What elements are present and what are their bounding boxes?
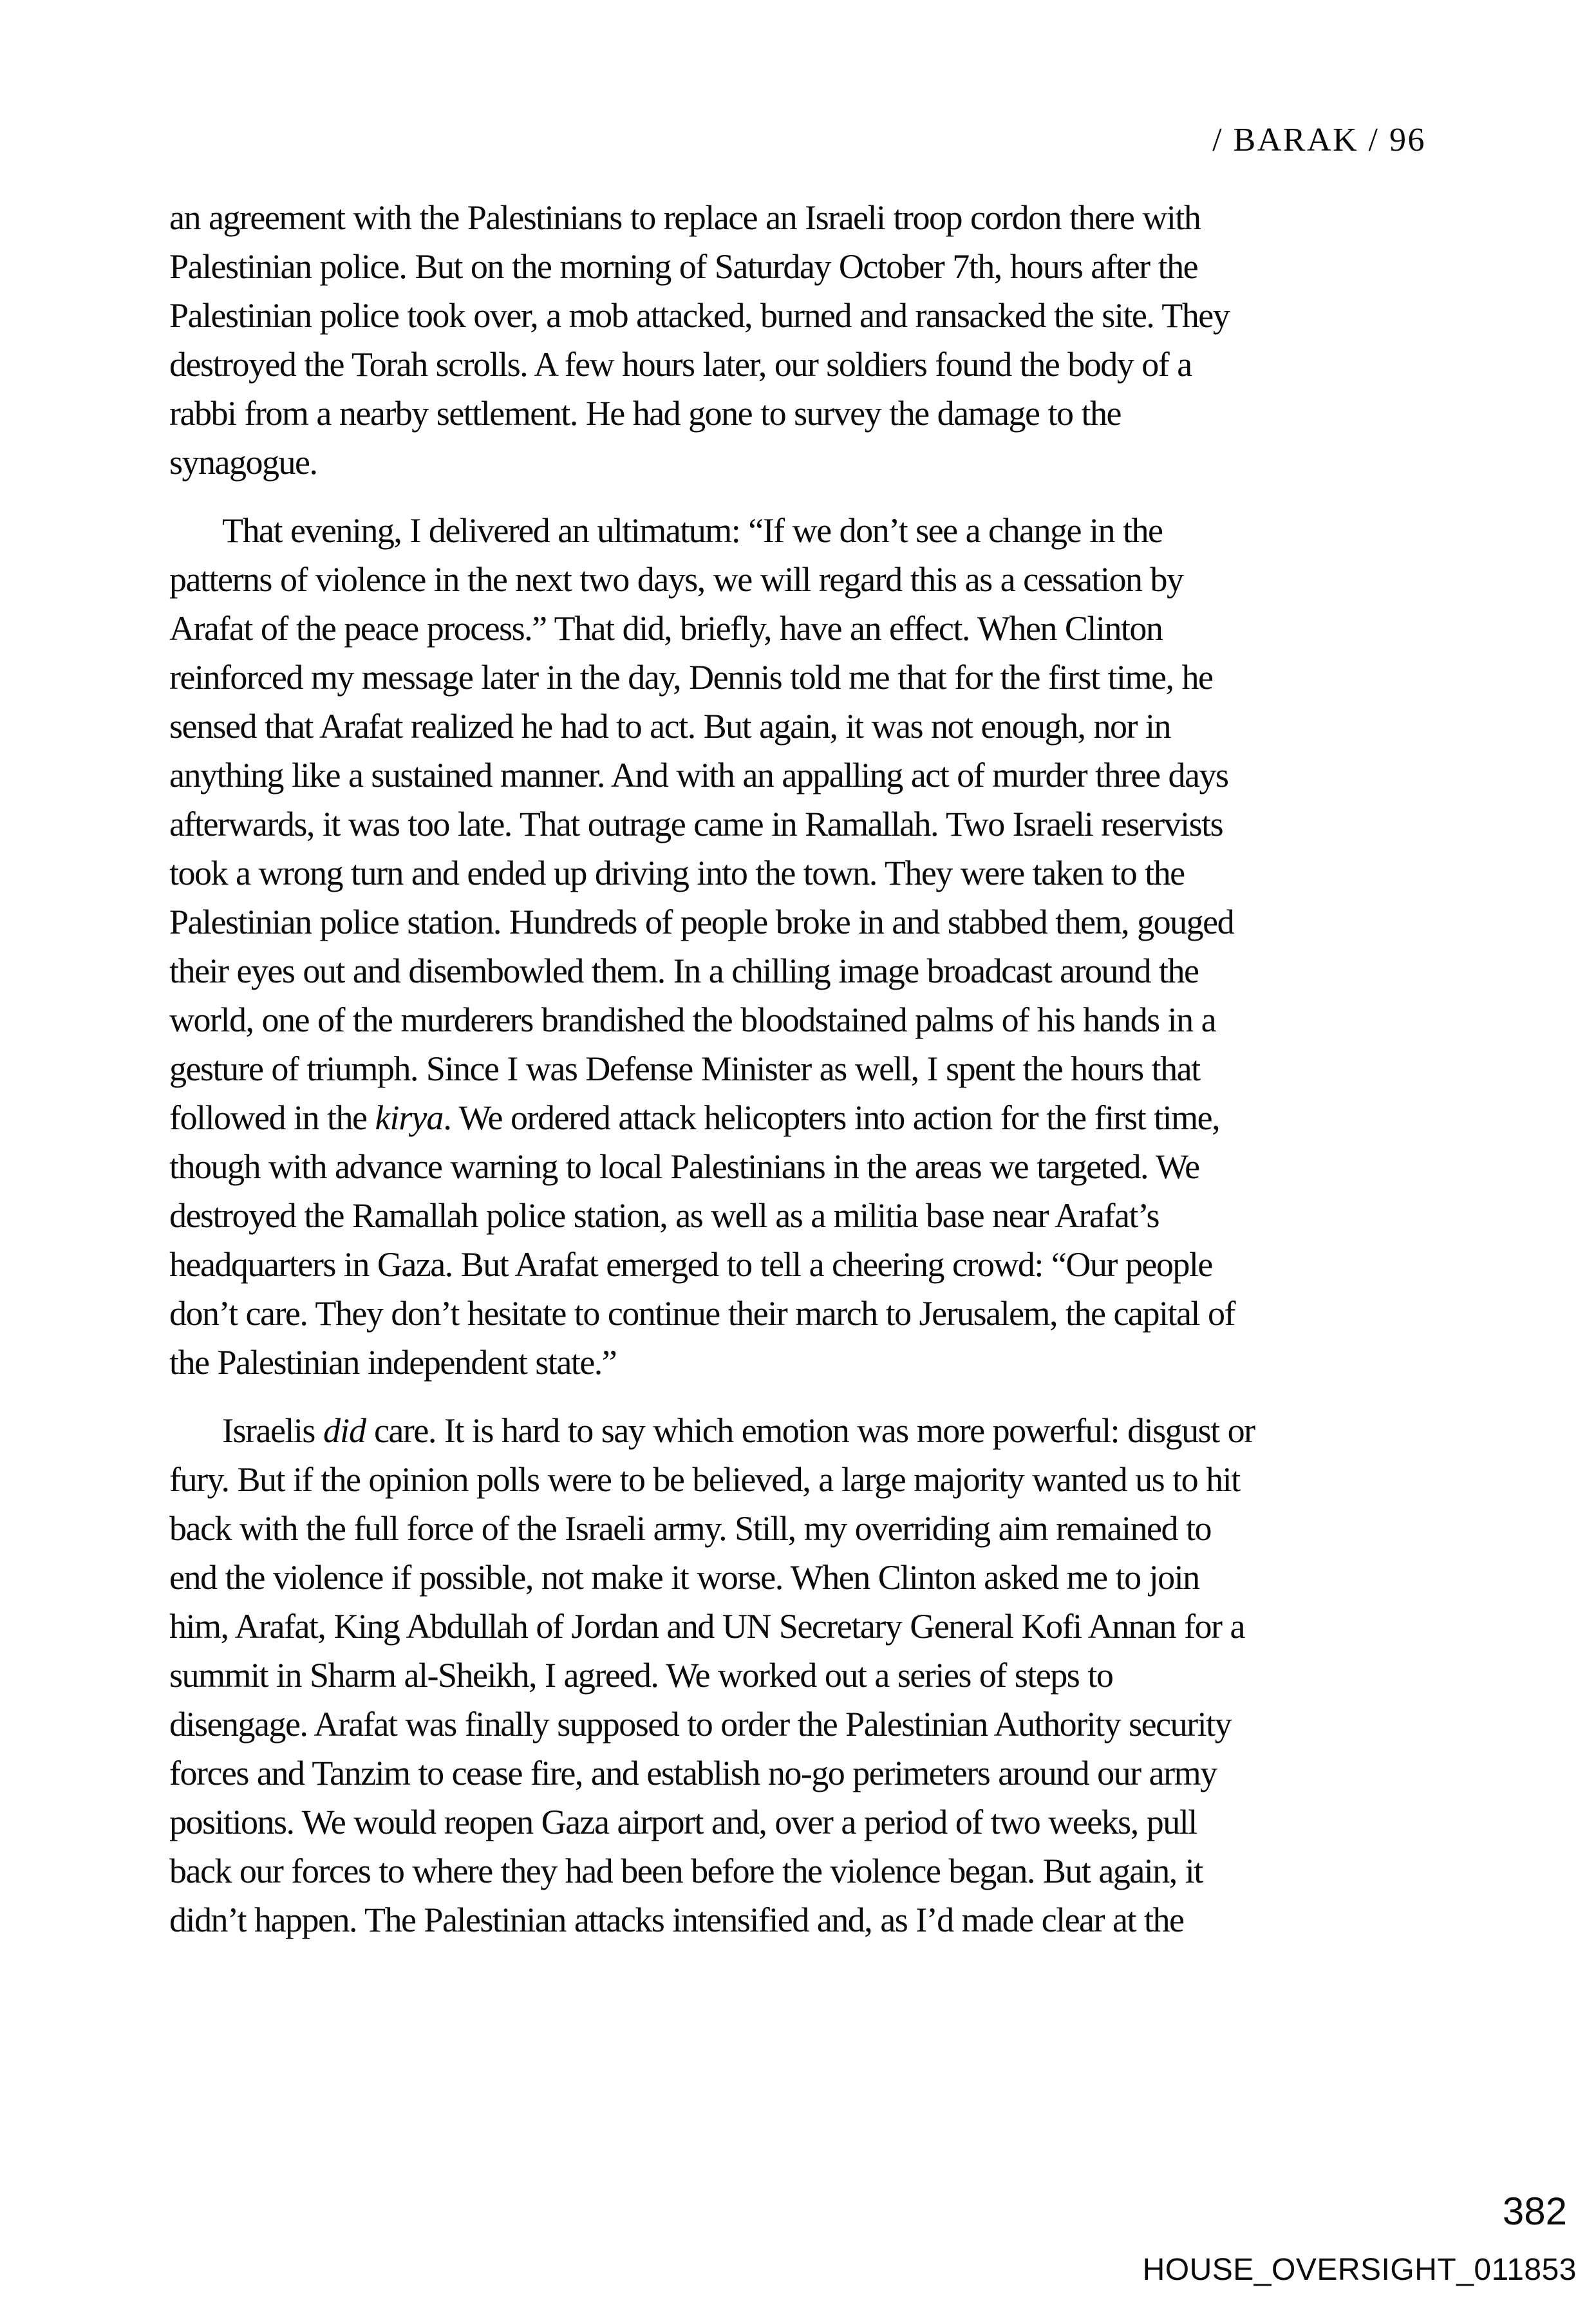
text-line: summit in Sharm al-Sheikh, I agreed. We worked out a series of steps to — [169, 1656, 1113, 1695]
italic-text: kirya — [375, 1098, 444, 1137]
running-header: / BARAK / 96 — [1212, 122, 1426, 158]
text-line: followed in the kirya. We ordered attack helicopters into action for the first time, — [169, 1098, 1220, 1137]
text-line: end the violence if possible, not make it worse. When Clinton asked me to join — [169, 1558, 1199, 1597]
text-line: an agreement with the Palestinians to replace an Israeli troop cordon there with — [169, 198, 1201, 237]
text-line: destroyed the Torah scrolls. A few hours later, our soldiers found the body of a — [169, 345, 1192, 384]
text-line: don’t care. They don’t hesitate to continue their march to Jerusalem, the capital of — [169, 1294, 1235, 1333]
text-line: Palestinian police took over, a mob attacked, burned and ransacked the site. They — [169, 296, 1230, 335]
text-line: reinforced my message later in the day, Dennis told me that for the first time, he — [169, 658, 1213, 697]
text-line: world, one of the murderers brandished the bloodstained palms of his hands in a — [169, 1001, 1216, 1039]
paragraph — [169, 1406, 1454, 1944]
text-line: back our forces to where they had been before the violence began. But again, it — [169, 1852, 1203, 1890]
text-line: rabbi from a nearby settlement. He had gone to survey the damage to the — [169, 394, 1121, 433]
text-line: destroyed the Ramallah police station, as well as a militia base near Arafat’s — [169, 1196, 1159, 1235]
text-line: headquarters in Gaza. But Arafat emerged to tell a cheering crowd: “Our people — [169, 1245, 1212, 1284]
text-line: fury. But if the opinion polls were to be believed, a large majority wanted us to hit — [169, 1460, 1240, 1499]
text-line: Israelis did care. It is hard to say which emotion was more powerful: disgust or — [222, 1411, 1255, 1450]
text-line: him, Arafat, King Abdullah of Jordan and UN Secretary General Kofi Annan for a — [169, 1607, 1244, 1646]
text-line: sensed that Arafat realized he had to act. But again, it was not enough, nor in — [169, 707, 1170, 746]
text-line: positions. We would reopen Gaza airport and, over a period of two weeks, pull — [169, 1803, 1197, 1841]
text-line: afterwards, it was too late. That outrage came in Ramallah. Two Israeli reservists — [169, 805, 1223, 843]
text-line: Palestinian police station. Hundreds of people broke in and stabbed them, gouged — [169, 903, 1234, 941]
text-line: synagogue. — [169, 443, 317, 482]
italic-text: did — [323, 1411, 366, 1450]
text-line: That evening, I delivered an ultimatum: “If we don’t see a change in the — [222, 511, 1163, 550]
body-text — [169, 193, 1454, 1944]
text-line: didn’t happen. The Palestinian attacks intensified and, as I’d made clear at the — [169, 1901, 1184, 1939]
paragraph — [169, 506, 1454, 1387]
text-line: gesture of triumph. Since I was Defense Minister as well, I spent the hours that — [169, 1049, 1200, 1088]
paragraph — [169, 193, 1454, 487]
text-line: though with advance warning to local Palestinians in the areas we targeted. We — [169, 1147, 1199, 1186]
bates-stamp: HOUSE_OVERSIGHT_011853 — [1142, 2253, 1577, 2287]
text-line: took a wrong turn and ended up driving into the town. They were taken to the — [169, 854, 1185, 892]
text-line: the Palestinian independent state.” — [169, 1343, 617, 1382]
text-line: Arafat of the peace process.” That did, briefly, have an effect. When Clinton — [169, 609, 1163, 648]
text-line: their eyes out and disembowled them. In a chilling image broadcast around the — [169, 952, 1199, 990]
page-number: 382 — [1502, 2190, 1567, 2233]
text-line: forces and Tanzim to cease fire, and establish no-go perimeters around our army — [169, 1754, 1217, 1792]
text-line: patterns of violence in the next two days, we will regard this as a cessation by — [169, 560, 1183, 599]
text-line: back with the full force of the Israeli army. Still, my overriding aim remained to — [169, 1509, 1211, 1548]
text-line: anything like a sustained manner. And with an appalling act of murder three days — [169, 756, 1228, 794]
text-line: Palestinian police. But on the morning of Saturday October 7th, hours after the — [169, 247, 1198, 286]
text-line: disengage. Arafat was finally supposed to order the Palestinian Authority security — [169, 1705, 1232, 1744]
